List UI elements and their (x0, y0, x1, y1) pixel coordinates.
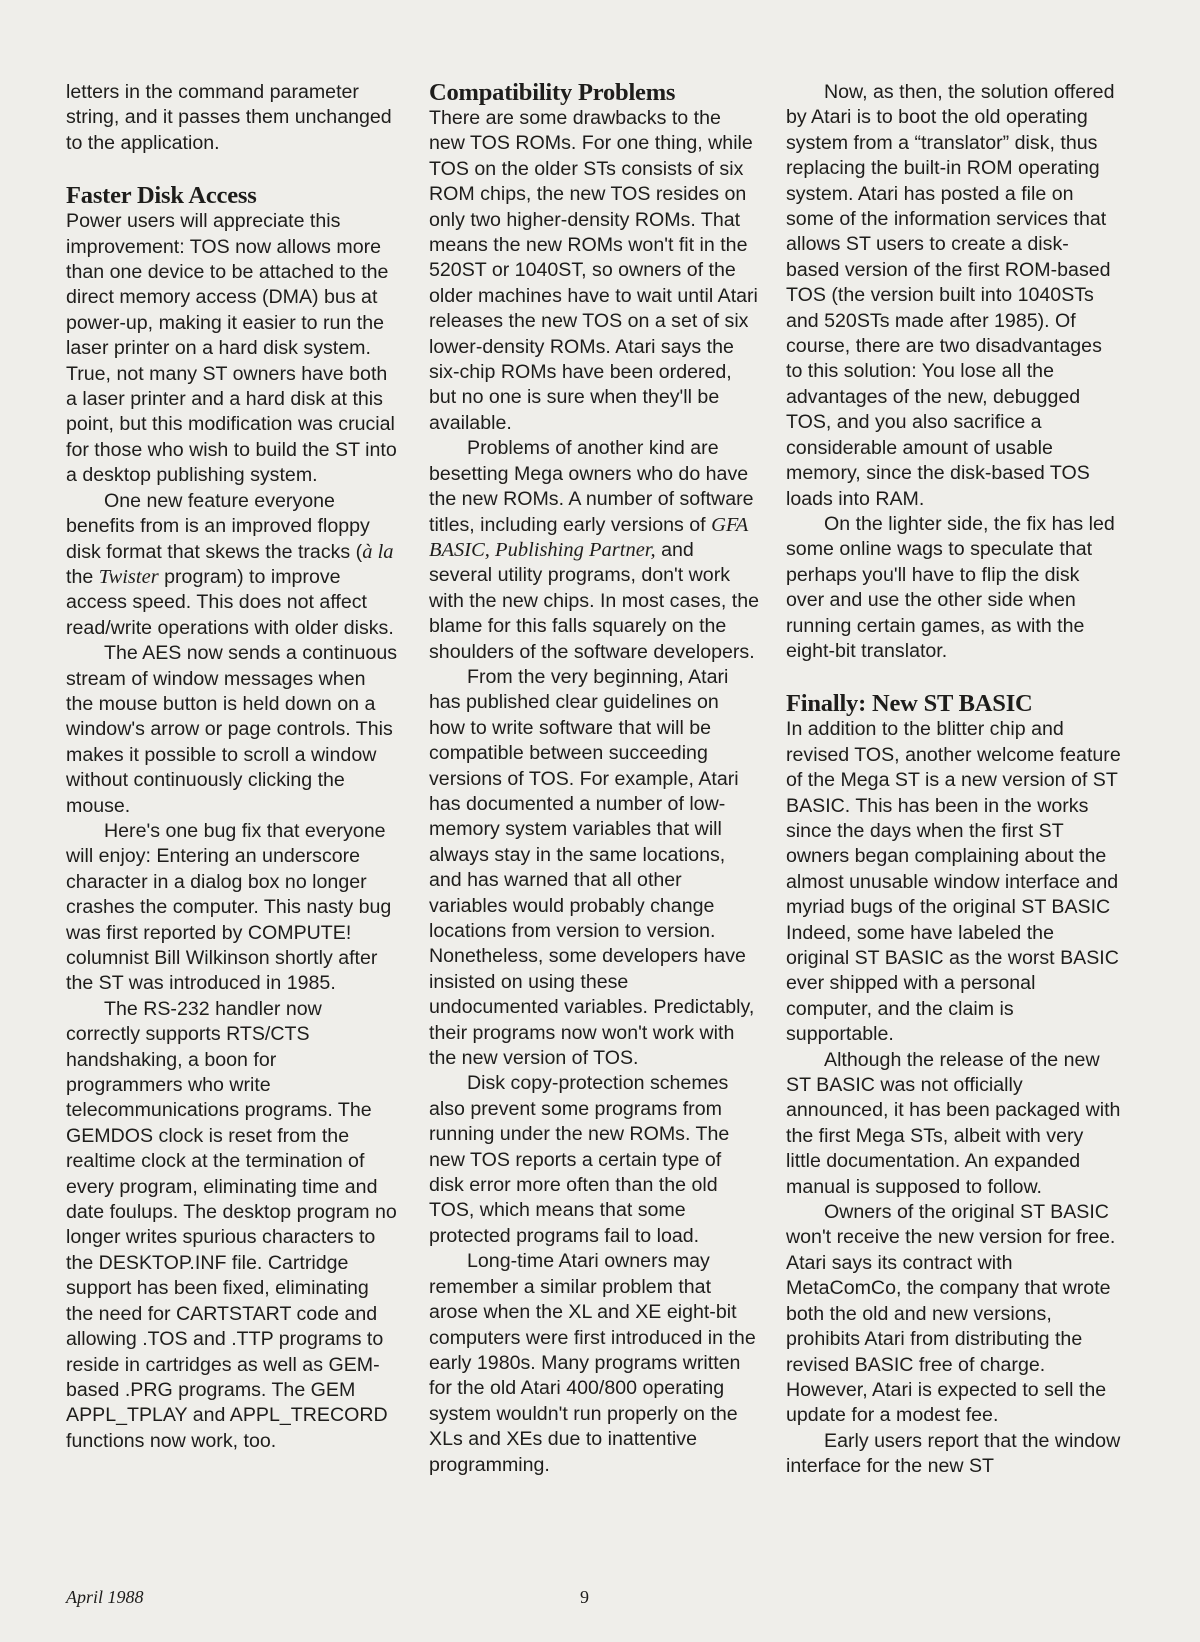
paragraph: Problems of another kind are besetting Mega owners who do have the new ROMs. A number of software titles, including early versions of GFA BASIC, Publishing Partner, and several utility programs, don't work with the new chips. In most cases, the blame for this falls squarely on the shoulders of the software developers. (429, 437, 759, 663)
footer-date: April 1988 (66, 1587, 144, 1607)
paragraph: On the lighter side, the fix has led some online wags to speculate that perhaps you'll have to flip the disk over and use the other side when running certain games, as with the eight-bit translator. (786, 512, 1115, 662)
paragraph: Disk copy-protection schemes also prevent some programs from running under the new ROMs. The new TOS reports a certain type of disk error more often than the old TOS, which means that some protected programs fail to load. (429, 1072, 730, 1247)
heading-finally-new-st-basic: Finally: New ST BASIC (786, 690, 1033, 718)
paragraph: The RS-232 handler now correctly supports RTS/CTS handshaking, a boon for programmers who write telecommunications programs. The GEMDOS clock is reset from the realtime clock at the termination of every program, eliminating time and date foulups. The desktop program no longer writes spurious characters to the DESKTOP.INF file. Cartridge support has been fixed, eliminating the need for CARTSTART code and allowing .TOS and .TTP programs to reside in cartridges as well as GEM-based .PRG programs. The GEM APPL_TPLAY and APPL_TRECORD functions now work, too. (66, 997, 397, 1452)
paragraph: Although the release of the new ST BASIC was not officially announced, it has been packaged with the first Mega STs, albeit with very little documentation. An expanded manual is supposed to follow. (786, 1048, 1121, 1198)
italic-text: à la (362, 540, 394, 563)
paragraph: From the very beginning, Atari has published clear guidelines on how to write software that will be compatible between succeeding versions of TOS. For example, Atari has documented a number of low-memory system variables that will always stay in the same locations, and has warned that all other variables would probably change locations from version to version. Nonetheless, some developers have insisted on using these undocumented variables. Predictably, their programs now won't work with the new version of TOS. (429, 665, 755, 1070)
column-3 (786, 80, 1122, 1480)
paragraph-intro: letters in the command parameter string, and it passes them unchanged to the application. (66, 81, 392, 154)
paragraph: Here's one bug fix that everyone will enjoy: Entering an underscore character in a dialog box no longer crashes the computer. This nasty bug was first reported by COMPUTE! columnist Bill Wilkinson shortly after the ST was introduced in 1985. (66, 819, 392, 995)
italic-text: GFA BASIC, Publishing Partner, (429, 513, 748, 561)
page-number: 9 (580, 1587, 589, 1607)
column-1 (66, 80, 398, 1454)
paragraph: Long-time Atari owners may remember a similar problem that arose when the XL and XE eight-bit computers were first introduced in the early 1980s. Many programs written for the old Atari 400/800 operating system wouldn't run properly on the XLs and XEs due to inattentive programming. (429, 1250, 756, 1476)
paragraph: In addition to the blitter chip and revised TOS, another welcome feature of the Mega ST is a new version of ST BASIC. This has been in the works since the days when the first ST owners began complaining about the almost unusable window interface and myriad bugs of the original ST BASIC Indeed, some have labeled the original ST BASIC as the worst BASIC ever shipped with a personal computer, and the claim is supportable. (786, 718, 1121, 1046)
italic-text: Twister (98, 565, 159, 588)
heading-faster-disk-access: Faster Disk Access (66, 182, 257, 210)
heading-compatibility-problems: Compatibility Problems (429, 79, 676, 106)
paragraph: Now, as then, the solution offered by Atari is to boot the old operating system from a “translator” disk, thus replacing the built-in ROM operating system. Atari has posted a file on some of the information services that allows ST users to create a disk-based version of the first ROM-based TOS (the version built into 1040STs and 520STs made after 1985). Of course, there are two disadvantages to this solution: You lose all the advantages of the new, debugged TOS, and you also sacrifice a considerable amount of usable memory, since the disk-based TOS loads into RAM. (786, 81, 1115, 510)
paragraph: The AES now sends a continuous stream of window messages when the mouse button is held down on a window's arrow or page controls. This makes it possible to scroll a window without continuously clicking the mouse. (66, 642, 398, 817)
paragraph: Power users will appreciate this improvement: TOS now allows more than one device to be attached to the direct memory access (DMA) bus at power-up, making it easier to run the laser printer on a hard disk system. True, not many ST owners have both a laser printer and a hard disk at this point, but this modification was crucial for those who wish to build the ST into a desktop publishing system. (66, 210, 397, 487)
paragraph: Owners of the original ST BASIC won't receive the new version for free. Atari says its contract with MetaComCo, the company that wrote both the old and new versions, prohibits Atari from distributing the revised BASIC free of charge. However, Atari is expected to sell the update for a modest fee. (786, 1201, 1116, 1427)
paragraph: One new feature everyone benefits from is an improved floppy disk format that skews the tracks (à la the Twister program) to improve access speed. This does not affect read/write operations with older disks. (66, 489, 394, 639)
paragraph: Early users report that the window interface for the new ST (786, 1429, 1121, 1478)
column-2 (429, 80, 759, 1478)
paragraph: There are some drawbacks to the new TOS ROMs. For one thing, while TOS on the older STs consists of six ROM chips, the new TOS resides on only two higher-density ROMs. That means the new ROMs won't fit in the 520ST or 1040ST, so owners of the older machines have to wait until Atari releases the new TOS on a set of six lower-density ROMs. Atari says the six-chip ROMs have been ordered, but no one is sure when they'll be available. (429, 107, 758, 434)
